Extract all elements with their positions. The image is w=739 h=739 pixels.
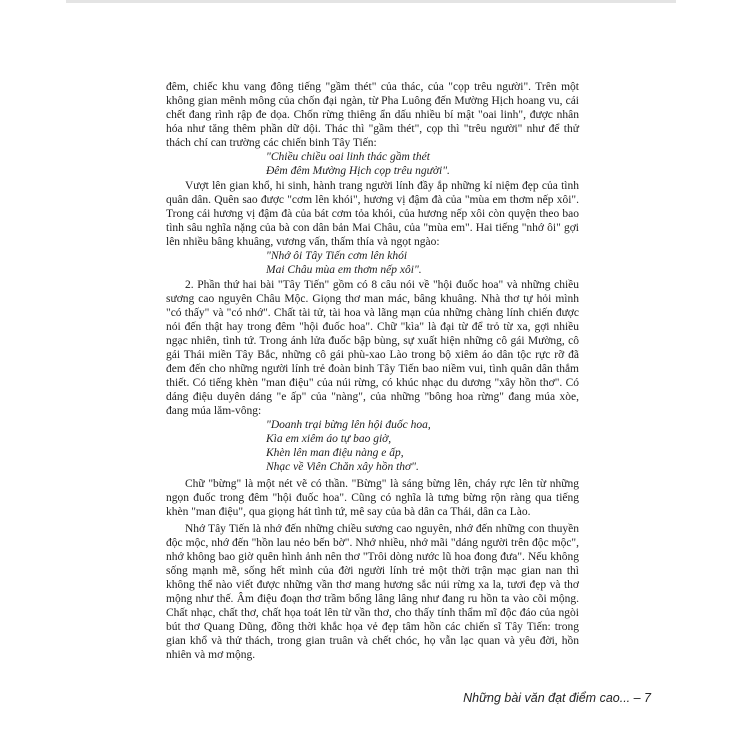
- paragraph-5: Nhớ Tây Tiến là nhớ đến những chiều sương cao nguyên, nhớ đến những con thuyền độc mộc, nhớ đến "hồn lau nẻo bến bờ". Nhớ nhiều, nhớ mãi "dáng người trên độc mộc", nhớ không bao giờ quên hình ảnh nên thơ "Trôi dòng nước lũ hoa đong đưa". Nếu không sống mạnh mẽ, sống hết mình của đời người lính trẻ một thời trận mạc gian nan thì không thể nào viết được những vần thơ mang hương sắc núi rừng xa la, tươi đẹp và thơ mộng như thế. Âm điệu đoạn thơ trầm bổng lâng lâng như đang ru hồn ta vào cõi mộng. Chất nhạc, chất thơ, chất họa toát lên từ vần thơ, cho thấy tính thẩm mĩ độc đáo của ngòi bút thơ Quang Dũng, đồng thời khắc họa vẻ đẹp tâm hồn các chiến sĩ Tây Tiến: trong gian khổ và thử thách, trong gian truân và chết chóc, họ vẫn lạc quan và yêu đời, hồn nhiên và mơ mộng.: [166, 523, 579, 661]
- page-top-edge: [66, 0, 676, 3]
- verse-line: "Doanh trại bừng lên hội đuốc hoa,: [266, 419, 431, 431]
- book-page: [66, 0, 676, 739]
- page-footer: Những bài văn đạt điểm cao... – 7: [463, 691, 651, 705]
- page-body: [166, 80, 579, 662]
- verse-line: "Nhớ ôi Tây Tiến cơm lên khói: [266, 250, 408, 262]
- verse-quote-2: [266, 249, 579, 277]
- verse-line: "Chiều chiều oai linh thác gầm thét: [266, 151, 430, 163]
- paragraph-1: đêm, chiếc khu vang đông tiếng "gầm thét" của thác, của "cọp trêu người". Trên một không gian mênh mông của chốn đại ngàn, từ Pha Luông đến Mường Hịch hoang vu, cái chết đang rình rập đe dọa. Chốn rừng thiêng ẩn dấu nhiều bí mật "oai linh", được nhân hóa như tăng thêm phần dữ dội. Thác thì "gầm thét", cọp thì "trêu người" như để thử thách chí can trường các chiến binh Tây Tiến:: [166, 81, 579, 149]
- verse-line: Nhạc về Viên Chăn xây hồn thơ".: [266, 461, 419, 473]
- verse-line: Khèn lên man điệu nàng e ấp,: [266, 447, 404, 459]
- paragraph-2: Vượt lên gian khổ, hi sinh, hành trang người lính đầy ắp những kỉ niệm đẹp của tình quân dân. Quên sao được "cơm lên khói", hương vị đậm đà của "mùa em thơm nếp xôi". Trong cái hương vị đậm đà của bát cơm tỏa khói, của hương nếp xôi còn quyện theo bao tình sâu nghĩa nặng của bà con dân bản Mai Châu, của "mùa em". Hai tiếng "nhớ ôi" gợi lên nhiều bâng khuâng, vương vấn, thấm thía và ngọt ngào:: [166, 180, 579, 248]
- verse-line: Kìa em xiêm áo tự bao giờ,: [266, 433, 392, 445]
- paragraph-4: Chữ "bừng" là một nét vẽ có thần. "Bừng" là sáng bừng lên, cháy rực lên từ những ngọn đuốc trong đêm "hội đuốc hoa". Cũng có nghĩa là tưng bừng rộn ràng qua tiếng khèn "man điệu", qua giọng hát tình tứ, mê say của bà dân ca Thái, dân ca Lào.: [166, 478, 579, 518]
- verse-quote-3: [266, 418, 579, 474]
- paragraph-3: 2. Phần thứ hai bài "Tây Tiến" gồm có 8 câu nói về "hội đuốc hoa" và những chiều sương cao nguyên Châu Mộc. Giọng thơ man mác, bâng khuâng. Nhà thơ tự hỏi mình "có thấy" và "có nhớ". Chất tài tử, tài hoa và lãng mạn của những chàng lính chiến được nói đến thật hay trong đêm "hội đuốc hoa". Chữ "kìa" là đại từ để trỏ từ xa, gợi nhiều ngạc nhiên, tình tứ. Trong ánh lửa đuốc bập bùng, sự xuất hiện những cô gái Mường, cô gái Thái miền Tây Bắc, những cô gái phù-xao Lào trong bộ xiêm áo dân tộc rực rỡ đã đem đến cho những người lính trẻ đoàn binh Tây Tiến bao niềm vui, tình quân dân thắm thiết. Có tiếng khèn "man điệu" của núi rừng, có khúc nhạc du dương "xây hồn thơ". Có dáng điệu duyên dáng "e ấp" của "nàng", của những "bông hoa rừng" đang múa xòe, đang múa lăm-vông:: [166, 279, 579, 417]
- verse-quote-1: [266, 150, 579, 178]
- verse-line: Mai Châu mùa em thơm nếp xôi".: [266, 264, 422, 276]
- verse-line: Đêm đêm Mường Hịch cọp trêu người".: [266, 165, 450, 177]
